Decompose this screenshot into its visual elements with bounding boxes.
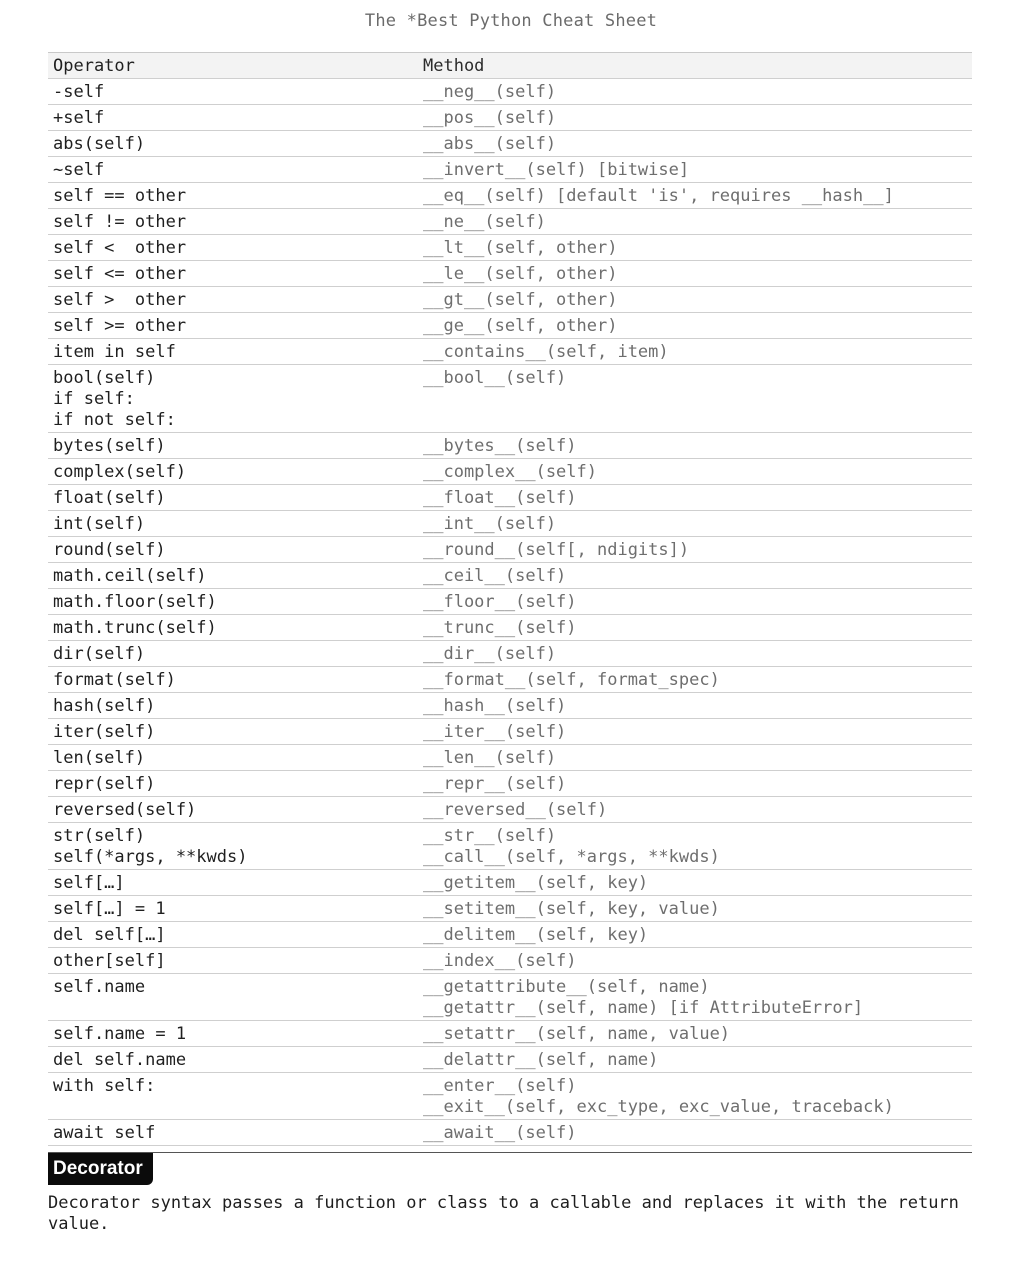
method-cell: __bytes__(self): [423, 436, 577, 456]
operator-cell: self.name: [53, 977, 146, 997]
method-cell: __pos__(self): [423, 108, 557, 128]
operator-cell: complex(self): [53, 462, 187, 482]
section-description: Decorator syntax passes a function or class to a callable and replaces it with the return value.: [48, 1193, 959, 1234]
table-body: [48, 79, 972, 1146]
method-cell: __lt__(self, other): [423, 238, 618, 258]
operator-cell: len(self): [53, 748, 146, 768]
operator-cell: reversed(self): [53, 800, 197, 820]
operator-cell: item in self: [53, 342, 176, 362]
table-row: [48, 693, 972, 719]
table-row: [48, 287, 972, 313]
operator-cell: iter(self): [53, 722, 156, 742]
operator-cell: self > other: [53, 290, 187, 310]
table-row: [48, 105, 972, 131]
table-row: [48, 157, 972, 183]
operator-cell: self != other: [53, 212, 187, 232]
table-row: [48, 261, 972, 287]
table-row: [48, 1073, 972, 1120]
method-cell: __complex__(self): [423, 462, 597, 482]
table-row: [48, 485, 972, 511]
operator-cell: del self[…]: [53, 925, 166, 945]
operator-cell: self >= other: [53, 316, 187, 336]
method-cell: __len__(self): [423, 748, 557, 768]
operator-cell: repr(self): [53, 774, 156, 794]
table-row: [48, 797, 972, 823]
column-header-operator: Operator: [53, 56, 135, 76]
method-cell: __le__(self, other): [423, 264, 618, 284]
method-cell: __dir__(self): [423, 644, 557, 664]
method-cell: __getitem__(self, key): [423, 873, 649, 893]
table-row: [48, 870, 972, 896]
method-cell: __trunc__(self): [423, 618, 577, 638]
table-row: [48, 896, 972, 922]
method-cell: __ceil__(self): [423, 566, 567, 586]
operator-cell: math.floor(self): [53, 592, 217, 612]
method-cell: __setattr__(self, name, value): [423, 1024, 731, 1044]
table-row: [48, 365, 972, 433]
table-row: [48, 209, 972, 235]
method-cell: __ne__(self): [423, 212, 546, 232]
method-cell: __index__(self): [423, 951, 577, 971]
method-cell: __repr__(self): [423, 774, 567, 794]
method-cell: __bool__(self): [423, 368, 567, 388]
operator-cell: math.trunc(self): [53, 618, 217, 638]
table-row: [48, 183, 972, 209]
operator-cell: dir(self): [53, 644, 146, 664]
method-cell: __enter__(self) __exit__(self, exc_type, exc_value, traceback): [423, 1076, 894, 1117]
method-cell: __floor__(self): [423, 592, 577, 612]
operator-cell: self <= other: [53, 264, 187, 284]
operator-cell: int(self): [53, 514, 146, 534]
table-row: [48, 1021, 972, 1047]
operator-cell: self < other: [53, 238, 187, 258]
operator-cell: float(self): [53, 488, 166, 508]
operator-cell: bytes(self): [53, 436, 166, 456]
operator-cell: math.ceil(self): [53, 566, 207, 586]
method-cell: __contains__(self, item): [423, 342, 669, 362]
operator-cell: hash(self): [53, 696, 156, 716]
method-cell: __float__(self): [423, 488, 577, 508]
method-cell: __neg__(self): [423, 82, 557, 102]
page-title: The *Best Python Cheat Sheet: [364, 11, 658, 31]
table-row: [48, 313, 972, 339]
section-heading-decorator: Decorator: [48, 1153, 153, 1185]
table-row: [48, 745, 972, 771]
method-cell: __hash__(self): [423, 696, 567, 716]
operator-cell: format(self): [53, 670, 176, 690]
table-row: [48, 131, 972, 157]
method-cell: __round__(self[, ndigits]): [423, 540, 690, 560]
method-cell: __eq__(self) [default 'is', requires __hash__]: [423, 186, 894, 206]
section-divider: [48, 1152, 972, 1153]
method-cell: __await__(self): [423, 1123, 577, 1143]
operator-cell: +self: [53, 108, 105, 128]
table-row: [48, 615, 972, 641]
operator-method-table: [48, 52, 972, 1146]
method-cell: __abs__(self): [423, 134, 557, 154]
operator-cell: str(self) self(*args, **kwds): [53, 826, 248, 867]
operator-cell: self[…]: [53, 873, 125, 893]
operator-cell: bool(self) if self: if not self:: [53, 368, 176, 430]
method-cell: __int__(self): [423, 514, 557, 534]
method-cell: __gt__(self, other): [423, 290, 618, 310]
method-cell: __delitem__(self, key): [423, 925, 649, 945]
operator-cell: round(self): [53, 540, 166, 560]
table-row: [48, 235, 972, 261]
method-cell: __ge__(self, other): [423, 316, 618, 336]
table-row: [48, 537, 972, 563]
table-row: [48, 948, 972, 974]
method-cell: __reversed__(self): [423, 800, 608, 820]
table-row: [48, 79, 972, 105]
table-row: [48, 719, 972, 745]
operator-cell: abs(self): [53, 134, 146, 154]
operator-cell: self.name = 1: [53, 1024, 187, 1044]
table-row: [48, 459, 972, 485]
table-row: [48, 511, 972, 537]
method-cell: __iter__(self): [423, 722, 567, 742]
method-cell: __format__(self, format_spec): [423, 670, 720, 690]
method-cell: __delattr__(self, name): [423, 1050, 659, 1070]
operator-cell: await self: [53, 1123, 156, 1143]
table-row: [48, 339, 972, 365]
operator-cell: ~self: [53, 160, 105, 180]
method-cell: __invert__(self) [bitwise]: [423, 160, 690, 180]
operator-cell: -self: [53, 82, 105, 102]
table-row: [48, 771, 972, 797]
table-row: [48, 922, 972, 948]
operator-cell: self == other: [53, 186, 187, 206]
table-row: [48, 667, 972, 693]
table-row: [48, 433, 972, 459]
column-header-method: Method: [423, 56, 485, 76]
method-cell: __setitem__(self, key, value): [423, 899, 720, 919]
table-row: [48, 974, 972, 1021]
table-row: [48, 589, 972, 615]
table-row: [48, 1047, 972, 1073]
operator-cell: other[self]: [53, 951, 166, 971]
operator-cell: del self.name: [53, 1050, 187, 1070]
operator-cell: self[…] = 1: [53, 899, 166, 919]
table-row: [48, 823, 972, 870]
table-row: [48, 641, 972, 667]
table-row: [48, 1120, 972, 1146]
method-cell: __str__(self) __call__(self, *args, **kwds): [423, 826, 720, 867]
operator-cell: with self:: [53, 1076, 156, 1096]
table-header-row: [48, 53, 972, 79]
table-row: [48, 563, 972, 589]
method-cell: __getattribute__(self, name) __getattr__(self, name) [if AttributeError]: [423, 977, 864, 1018]
